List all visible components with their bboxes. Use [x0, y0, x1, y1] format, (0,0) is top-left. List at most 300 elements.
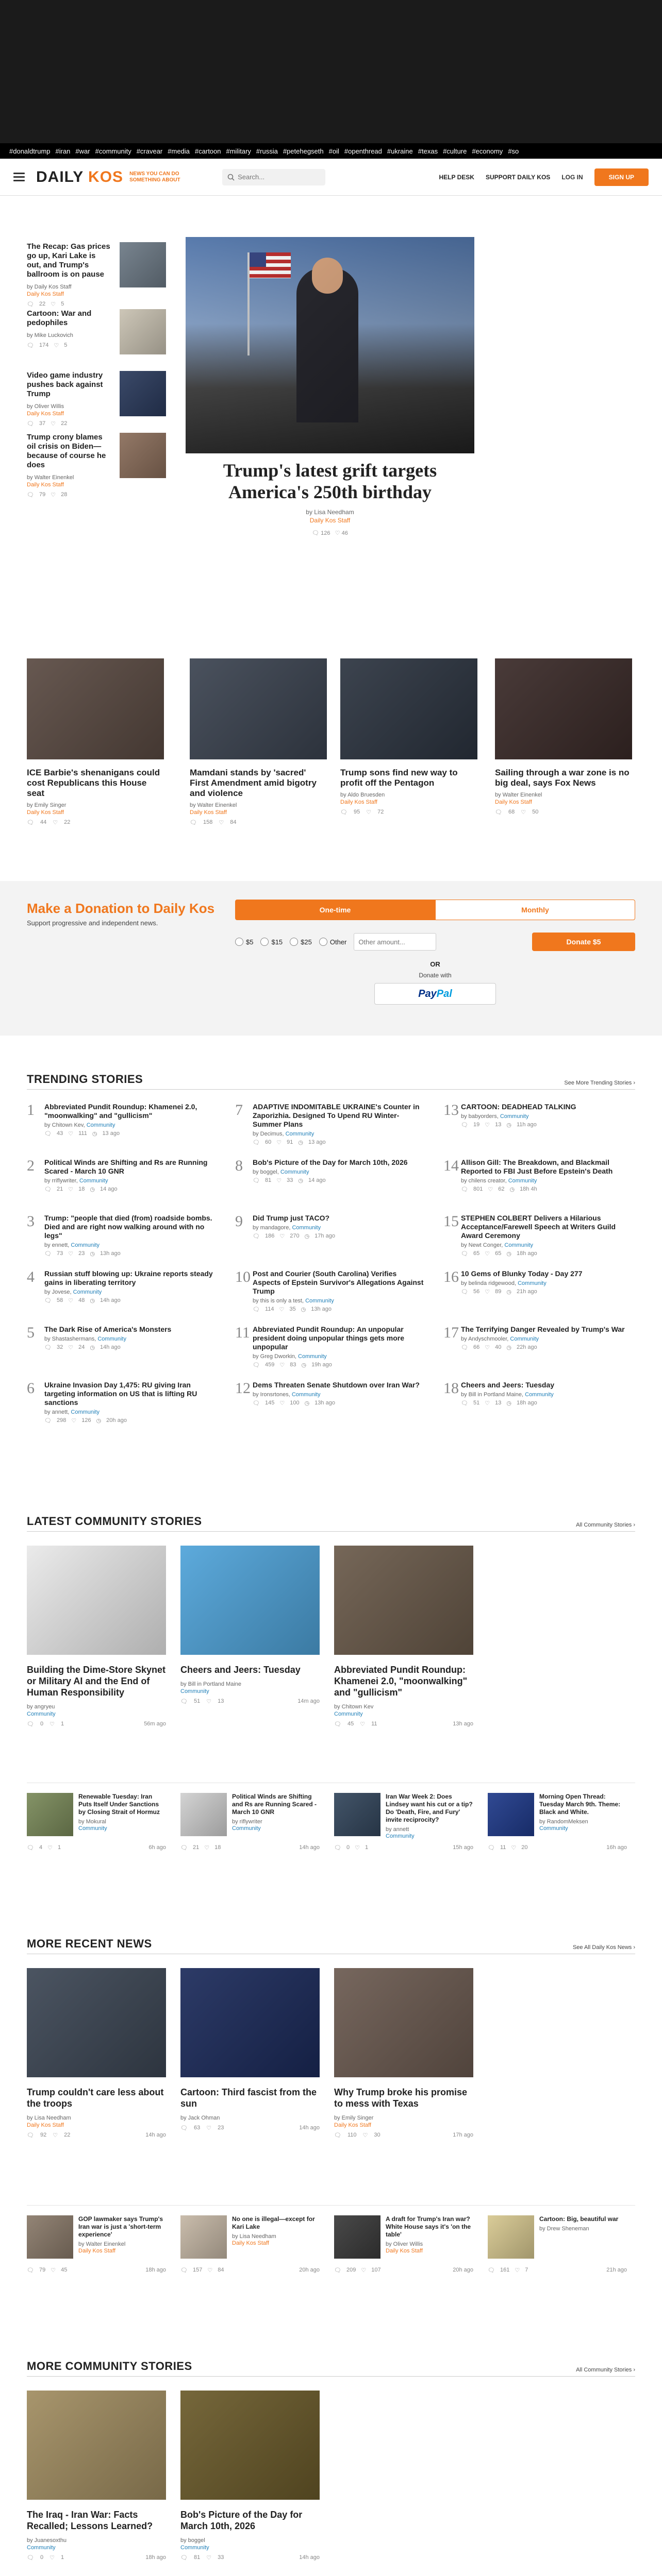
comment-icon: 🗨: [44, 1131, 52, 1137]
comment-icon: 🗨: [334, 1845, 341, 1851]
story-title[interactable]: GOP lawmaker says Trump's Iran war is just a 'short-term experience': [78, 2215, 163, 2238]
story-thumbnail[interactable]: [488, 2215, 534, 2259]
trending-rank: 14: [443, 1157, 459, 1174]
story-meta: 🗨 110 ♡ 30 17h ago: [334, 2132, 473, 2139]
feature-story[interactable]: [190, 658, 327, 826]
rec-icon: ♡: [206, 2125, 212, 2131]
story-card[interactable]: [27, 1546, 166, 1727]
story-card[interactable]: [180, 1546, 320, 1705]
clock-icon: ◷: [90, 1298, 95, 1304]
story-image[interactable]: [340, 658, 477, 759]
clock-icon: ◷: [304, 1233, 310, 1240]
story-byline: by annett, Community: [44, 1409, 100, 1415]
story-meta: 🗨 186 ♡ 270 ◷ 17h ago: [253, 1233, 335, 1240]
story-meta: 🗨 79 ♡ 45 18h ago: [27, 2267, 166, 2274]
comment-icon: 🗨: [461, 1251, 468, 1257]
story-title[interactable]: Trump: "people that died (from) roadside bombs. Died and are right now walking around with no legs": [44, 1214, 212, 1240]
story-meta: 🗨 209 ♡ 107 20h ago: [334, 2267, 473, 2274]
tag-link[interactable]: #oil: [328, 147, 339, 155]
story-image[interactable]: [27, 1968, 166, 2077]
story-title[interactable]: The Recap: Gas prices go up, Kari Lake is out, and Trump's ballroom is on pause: [27, 242, 110, 279]
story-image[interactable]: [180, 2391, 320, 2500]
clock-icon: ◷: [301, 1362, 307, 1368]
story-title[interactable]: ADAPTIVE INDOMITABLE UKRAINE's Counter in Zaporizhia. Designed To Upend RU Winter-Summer Plans: [253, 1103, 420, 1128]
paypal-button[interactable]: Pay Pal: [374, 983, 496, 1005]
story-meta: 🗨 21 ♡ 18 14h ago: [180, 1844, 320, 1851]
story-meta: 🗨 19 ♡ 13 ◷ 11h ago: [461, 1122, 537, 1128]
clock-icon: ◷: [92, 1131, 97, 1137]
feature-story[interactable]: [340, 658, 477, 816]
comment-icon: 🗨: [253, 1362, 260, 1368]
story-byline: by Decimus, Community: [253, 1131, 315, 1137]
story-title[interactable]: No one is illegal—except for Kari Lake: [232, 2215, 315, 2230]
story-title[interactable]: Post and Courier (South Carolina) Verifies Aspects of Epstein Survivor's Allegations Against Trump: [253, 1269, 424, 1295]
rec-icon: ♡: [68, 1187, 74, 1193]
feature-story[interactable]: [495, 658, 632, 816]
story-byline: by Andyschmooler, Community: [461, 1336, 539, 1342]
story-title[interactable]: Bob's Picture of the Day for March 10th, 2026: [253, 1158, 408, 1166]
story-meta: 🗨 65 ♡ 65 ◷ 18h ago: [461, 1250, 537, 1257]
story-meta: 🗨 81 ♡ 33 14h ago: [180, 2554, 320, 2561]
other-amount-input[interactable]: [354, 933, 436, 951]
story-image[interactable]: [27, 658, 164, 759]
story-byline: by Walter Einenkel Daily Kos Staff: [78, 2241, 126, 2254]
story-image[interactable]: [180, 1968, 320, 2077]
clock-icon: ◷: [96, 1418, 102, 1424]
story-byline: by Mike Luckovich: [27, 332, 73, 338]
tag-link[interactable]: #media: [168, 147, 190, 155]
trending-rank: 9: [235, 1213, 243, 1230]
trending-item[interactable]: [443, 1381, 634, 1406]
trending-rank: 8: [235, 1157, 243, 1174]
story-title[interactable]: Cheers and Jeers: Tuesday: [180, 1665, 301, 1675]
trending-item[interactable]: [235, 1269, 426, 1313]
trending-item[interactable]: [27, 1269, 218, 1304]
story-meta: 🗨 32 ♡ 24 ◷ 14h ago: [44, 1344, 121, 1351]
story-meta: 🗨 51 ♡ 13 14m ago: [180, 1698, 320, 1705]
story-title[interactable]: Ukraine Invasion Day 1,475: RU giving Iran targeting information on US that is lifting RU sanctions: [44, 1381, 197, 1406]
comment-icon: 🗨: [340, 809, 347, 816]
story-image[interactable]: [495, 658, 632, 759]
hero-image[interactable]: [186, 237, 474, 453]
hero-title[interactable]: Trump's latest grift targets America's 250th birthday: [223, 460, 437, 502]
login-link[interactable]: LOG IN: [561, 173, 583, 181]
story-meta: 🗨 145 ♡ 100 ◷ 13h ago: [253, 1400, 335, 1406]
rec-icon: ♡: [485, 1251, 490, 1257]
rec-icon: ♡: [207, 2267, 213, 2274]
rec-icon: ♡: [49, 2555, 55, 2561]
rec-icon: ♡: [360, 1721, 366, 1727]
hero-meta: 🗨 126 ♡ 46: [312, 530, 348, 536]
trending-item[interactable]: [27, 1103, 218, 1137]
story-card[interactable]: [27, 2391, 166, 2561]
story-meta: 🗨 0 ♡ 1 15h ago: [334, 1844, 473, 1851]
trending-item[interactable]: [443, 1325, 634, 1351]
comment-icon: 🗨: [312, 530, 320, 536]
story-image[interactable]: [190, 658, 327, 759]
trending-rank: 13: [443, 1101, 459, 1118]
clock-icon: ◷: [506, 1122, 511, 1128]
story-title[interactable]: Building the Dime-Store Skynet or Military AI and the End of Human Responsibility: [27, 1665, 166, 1698]
rec-icon: ♡: [485, 1289, 490, 1295]
sidebar-story[interactable]: [27, 433, 166, 498]
trending-item[interactable]: [27, 1381, 218, 1424]
sidebar-story[interactable]: [27, 309, 166, 349]
story-title[interactable]: Russian stuff blowing up: Ukraine reports steady gains in liberating territory: [44, 1269, 213, 1286]
rec-icon: ♡: [68, 1251, 74, 1257]
trending-item[interactable]: [235, 1103, 426, 1146]
story-meta: 🗨 68 ♡ 50: [495, 809, 539, 816]
story-title[interactable]: The Iraq - Iran War: Facts Recalled; Lessons Learned?: [27, 2510, 153, 2531]
story-title[interactable]: Dems Threaten Senate Shutdown over Iran War?: [253, 1381, 420, 1389]
story-title[interactable]: Trump sons find new way to profit off the Pentagon: [340, 768, 458, 788]
header-nav: [439, 168, 662, 186]
story-title[interactable]: Allison Gill: The Breakdown, and Blackmail Reported to FBI Just Before Epstein's Death: [461, 1158, 613, 1175]
trending-rank: 7: [235, 1101, 243, 1118]
donate-button[interactable]: Donate $5: [532, 933, 635, 951]
trending-item[interactable]: [27, 1325, 218, 1351]
trending-rank: 16: [443, 1268, 459, 1285]
story-meta: 🗨 56 ♡ 89 ◷ 21h ago: [461, 1289, 537, 1295]
story-meta: 🗨 58 ♡ 48 ◷ 14h ago: [44, 1297, 121, 1304]
story-title[interactable]: Did Trump just TACO?: [253, 1214, 330, 1222]
trending-item[interactable]: [27, 1214, 218, 1257]
tag-link[interactable]: #economy: [472, 147, 503, 155]
story-byline: by rriflywriter, Community: [44, 1178, 108, 1184]
story-thumbnail[interactable]: [27, 1793, 73, 1836]
clock-icon: ◷: [506, 1251, 511, 1257]
latest-community-heading: LATEST COMMUNITY STORIES: [27, 1515, 202, 1528]
story-byline: by Walter Einenkel Daily Kos Staff: [190, 802, 237, 816]
clock-icon: ◷: [298, 1178, 303, 1184]
trending-item[interactable]: [443, 1269, 634, 1295]
trending-header: [27, 1073, 635, 1086]
signup-button[interactable]: SIGN UP: [594, 168, 649, 186]
comment-icon: 🗨: [334, 2267, 341, 2274]
rec-icon: ♡: [362, 2132, 368, 2139]
tag-link[interactable]: #donaldtrump: [9, 147, 51, 155]
rec-icon: ♡: [53, 2132, 58, 2139]
story-byline: by Aldo Bruesden Daily Kos Staff: [340, 792, 385, 805]
rec-icon: ♡: [279, 1400, 285, 1406]
story-thumbnail[interactable]: [120, 242, 166, 287]
trending-rank: 11: [235, 1324, 250, 1341]
story-card[interactable]: [180, 1968, 320, 2131]
story-byline: by Chitown Kev Community: [334, 1704, 374, 1717]
rec-icon: ♡: [51, 301, 56, 308]
rec-icon: ♡: [485, 1400, 490, 1406]
story-title[interactable]: Why Trump broke his promise to mess with Texas: [334, 2087, 468, 2109]
rec-icon: ♡: [68, 1298, 74, 1304]
story-byline: by boggel, Community: [253, 1169, 309, 1175]
clock-icon: ◷: [90, 1345, 95, 1351]
search-box[interactable]: [222, 169, 325, 185]
donate-with-label: Donate with: [419, 972, 452, 979]
sidebar-story[interactable]: [27, 371, 166, 427]
trending-item[interactable]: [235, 1325, 426, 1368]
help-desk-link[interactable]: HELP DESK: [439, 173, 474, 181]
story-byline: by Lisa Needham Daily Kos Staff: [27, 2115, 71, 2128]
amount-5-radio[interactable]: $5: [235, 938, 253, 946]
story-title[interactable]: STEPHEN COLBERT Delivers a Hilarious Acceptance/Farewell Speech at Writers Guild Award Ceremony: [461, 1214, 616, 1240]
story-title[interactable]: Iran War Week 2: Does Lindsey want his cut or a tip? Do 'Death, Fire, and Fury' invite reciprocity?: [386, 1793, 473, 1823]
rec-icon: ♡: [485, 1345, 490, 1351]
donate-title: Make a Donation to Daily Kos: [27, 901, 215, 916]
story-meta: 🗨 79 ♡ 28: [27, 492, 68, 498]
story-thumbnail[interactable]: [27, 2215, 73, 2259]
rec-icon: ♡: [515, 2267, 520, 2274]
rec-icon: ♡: [361, 2267, 367, 2274]
story-image[interactable]: [180, 1546, 320, 1655]
trending-item[interactable]: [235, 1214, 426, 1240]
story-title[interactable]: Sailing through a war zone is no big deal, says Fox News: [495, 768, 630, 788]
story-title[interactable]: Cartoon: Third fascist from the sun: [180, 2087, 317, 2109]
story-byline: by Bill in Portland Maine, Community: [461, 1392, 554, 1398]
comment-icon: 🗨: [27, 1721, 34, 1727]
story-title[interactable]: Cheers and Jeers: Tuesday: [461, 1381, 555, 1389]
story-title[interactable]: Video game industry pushes back against Trump: [27, 371, 103, 398]
story-thumbnail[interactable]: [120, 433, 166, 478]
menu-icon[interactable]: [13, 173, 25, 181]
story-byline: by Shastashermans, Community: [44, 1336, 126, 1342]
clock-icon: ◷: [506, 1345, 511, 1351]
story-meta: 🗨 174 ♡ 5: [27, 342, 68, 349]
tag-link[interactable]: #texas: [418, 147, 438, 155]
story-card-small[interactable]: [488, 1793, 627, 1855]
tag-link[interactable]: #cartoon: [194, 147, 221, 155]
rec-icon: ♡: [279, 1307, 285, 1313]
tab-monthly[interactable]: Monthly: [435, 900, 635, 920]
tag-link[interactable]: #russia: [256, 147, 278, 155]
rec-icon: ♡: [47, 1845, 53, 1851]
tag-link[interactable]: #war: [75, 147, 90, 155]
comment-icon: 🗨: [27, 2267, 34, 2274]
trending-rank: 10: [235, 1268, 251, 1285]
trending-item[interactable]: [443, 1158, 634, 1193]
ad-banner-area: [0, 0, 662, 143]
story-card-small[interactable]: [488, 2215, 627, 2277]
story-meta: 🗨 73 ♡ 23 ◷ 13h ago: [44, 1250, 121, 1257]
story-image[interactable]: [334, 1546, 473, 1655]
support-link[interactable]: SUPPORT DAILY KOS: [485, 173, 551, 181]
story-card-small[interactable]: [180, 2215, 320, 2277]
comment-icon: 🗨: [27, 421, 34, 427]
story-title[interactable]: ICE Barbie's shenanigans could cost Republicans this House seat: [27, 768, 160, 798]
story-thumbnail[interactable]: [488, 1793, 534, 1836]
comment-icon: 🗨: [461, 1400, 468, 1406]
story-title[interactable]: Bob's Picture of the Day for March 10th, 2026: [180, 2510, 303, 2531]
trending-rank: 18: [443, 1380, 459, 1397]
story-byline: by Daily Kos Staff Daily Kos Staff: [27, 284, 72, 297]
donate-section: [0, 881, 662, 1036]
comment-icon: 🗨: [44, 1345, 52, 1351]
amount-other-radio[interactable]: Other: [319, 938, 347, 946]
feature-story[interactable]: [27, 658, 164, 826]
clock-icon: ◷: [298, 1140, 303, 1146]
story-title[interactable]: The Dark Rise of America's Monsters: [44, 1325, 172, 1333]
comment-icon: 🗨: [253, 1140, 260, 1146]
rec-icon: ♡: [279, 1233, 285, 1240]
story-thumbnail[interactable]: [120, 371, 166, 416]
comment-icon: 🗨: [461, 1289, 468, 1295]
story-thumbnail[interactable]: [334, 2215, 380, 2259]
comment-icon: 🗨: [27, 343, 34, 349]
story-card-small[interactable]: [27, 1793, 166, 1855]
story-title[interactable]: Cartoon: Big, beautiful war: [539, 2215, 619, 2223]
story-byline: by Juanesoxthu Community: [27, 2537, 67, 2551]
story-title[interactable]: CARTOON: DEADHEAD TALKING: [461, 1103, 576, 1111]
rec-icon: ♡: [71, 1418, 77, 1424]
amount-15-radio[interactable]: $15: [260, 938, 283, 946]
story-title[interactable]: 10 Gems of Blunky Today - Day 277: [461, 1269, 583, 1278]
story-byline: by Walter Einenkel Daily Kos Staff: [27, 474, 74, 488]
story-title[interactable]: Cartoon: War and pedophiles: [27, 309, 92, 327]
story-title[interactable]: The Terrifying Danger Revealed by Trump's War: [461, 1325, 625, 1333]
tag-link[interactable]: #cravear: [136, 147, 163, 155]
story-card[interactable]: [180, 2391, 320, 2561]
more-community-header: [27, 2360, 635, 2373]
story-thumbnail[interactable]: [180, 1793, 227, 1836]
story-meta: 🗨 11 ♡ 20 16h ago: [488, 1844, 627, 1851]
rec-icon: ♡: [335, 530, 340, 536]
rec-icon: ♡: [51, 421, 56, 427]
rec-icon: ♡: [219, 820, 224, 826]
trending-more-link[interactable]: See More Trending Stories ›: [564, 1080, 635, 1086]
story-title[interactable]: Political Winds are Shifting and Rs are Running Scared - March 10 GNR: [232, 1793, 317, 1816]
tag-link[interactable]: #iran: [55, 147, 71, 155]
trending-item[interactable]: [443, 1103, 634, 1128]
trending-item[interactable]: [235, 1158, 426, 1184]
rec-icon: ♡: [51, 492, 56, 498]
comment-icon: 🗨: [180, 2555, 188, 2561]
story-byline: by Emily Singer Daily Kos Staff: [334, 2115, 374, 2128]
trending-rank: 12: [235, 1380, 251, 1397]
story-meta: 🗨 37 ♡ 22: [27, 420, 68, 427]
comment-icon: 🗨: [488, 2267, 495, 2274]
story-byline: by Jovese, Community: [44, 1289, 102, 1295]
comment-icon: 🗨: [495, 809, 502, 816]
trending-item[interactable]: [235, 1381, 426, 1406]
tag-link[interactable]: #community: [95, 147, 131, 155]
site-logo[interactable]: DAILY KOS: [36, 168, 124, 185]
more-recent-heading: MORE RECENT NEWS: [27, 1937, 152, 1950]
comment-icon: 🗨: [253, 1400, 260, 1406]
story-meta: 🗨 45 ♡ 11 13h ago: [334, 1721, 473, 1727]
amount-25-radio[interactable]: $25: [290, 938, 312, 946]
story-byline: by Oliver Willis Daily Kos Staff: [386, 2241, 423, 2254]
comment-icon: 🗨: [180, 2267, 188, 2274]
rec-icon: ♡: [355, 1845, 360, 1851]
story-meta: 🗨 81 ♡ 33 ◷ 14 ago: [253, 1177, 326, 1184]
tag-link[interactable]: #ukraine: [387, 147, 413, 155]
story-meta: 🗨 0 ♡ 1 56m ago: [27, 1721, 166, 1727]
donate-frequency-tabs: [235, 900, 635, 920]
tag-link[interactable]: #military: [226, 147, 251, 155]
more-community-more-link[interactable]: All Community Stories ›: [576, 2367, 635, 2373]
story-title[interactable]: Abbreviated Pundit Roundup: Khamenei 2.0, "moonwalking" and "gullicism": [44, 1103, 197, 1120]
tag-link[interactable]: #so: [508, 147, 519, 155]
comment-icon: 🗨: [180, 2125, 188, 2131]
clock-icon: ◷: [506, 1400, 511, 1406]
comment-icon: 🗨: [180, 1699, 188, 1705]
story-thumbnail[interactable]: [334, 1793, 380, 1836]
clock-icon: ◷: [304, 1400, 310, 1406]
story-meta: 🗨 60 ♡ 91 ◷ 13 ago: [253, 1139, 326, 1146]
story-title[interactable]: Trump crony blames oil crisis on Biden—because of course he does: [27, 433, 106, 469]
story-byline: by Greg Dworkin, Community: [253, 1353, 327, 1360]
story-title[interactable]: Abbreviated Pundit Roundup: An unpopular president doing unpopular things gets more unpopular: [253, 1325, 405, 1351]
tag-link[interactable]: #culture: [443, 147, 467, 155]
story-title[interactable]: Political Winds are Shifting and Rs are Running Scared - March 10 GNR: [44, 1158, 208, 1175]
story-title[interactable]: A draft for Trump's Iran war? White House says it's 'on the table': [386, 2215, 471, 2238]
story-byline: by Oliver Willis Daily Kos Staff: [27, 403, 64, 417]
story-byline: by boggel Community: [180, 2537, 209, 2551]
latest-community-header: [27, 1515, 635, 1528]
story-image[interactable]: [334, 1968, 473, 2077]
story-card-small[interactable]: [334, 1793, 473, 1855]
story-byline: by Emily Singer Daily Kos Staff: [27, 802, 67, 816]
story-thumbnail[interactable]: [120, 309, 166, 354]
comment-icon: 🗨: [180, 1845, 188, 1851]
story-byline: by belinda ridgewood, Community: [461, 1280, 547, 1286]
rec-icon: ♡: [49, 1721, 55, 1727]
rec-icon: ♡: [68, 1131, 74, 1137]
trending-rank: 4: [27, 1268, 35, 1285]
tag-link[interactable]: #petehegseth: [283, 147, 324, 155]
comment-icon: 🗨: [44, 1251, 52, 1257]
search-input[interactable]: [238, 173, 315, 181]
trending-item[interactable]: [443, 1214, 634, 1257]
story-thumbnail[interactable]: [180, 2215, 227, 2259]
story-title[interactable]: Abbreviated Pundit Roundup: Khamenei 2.0, "moonwalking" and "gullicism": [334, 1665, 468, 1698]
comment-icon: 🗨: [190, 820, 197, 826]
tag-link[interactable]: #openthread: [344, 147, 382, 155]
comment-icon: 🗨: [44, 1298, 52, 1304]
story-byline: by annett Community: [386, 1826, 415, 1839]
story-byline: by Drew Sheneman: [539, 2226, 589, 2232]
trending-rank: 15: [443, 1213, 459, 1230]
rec-icon: ♡: [206, 2555, 212, 2561]
story-image[interactable]: [27, 2391, 166, 2500]
story-image[interactable]: [27, 1546, 166, 1655]
rec-icon: ♡: [68, 1345, 74, 1351]
donate-amounts: [235, 933, 635, 951]
story-title[interactable]: Renewable Tuesday: Iran Puts Itself Under Sanctions by Closing Strait of Hormuz: [78, 1793, 160, 1816]
story-card[interactable]: [334, 1546, 473, 1727]
story-title[interactable]: Trump couldn't care less about the troops: [27, 2087, 164, 2109]
story-card[interactable]: [334, 1968, 473, 2139]
trending-item[interactable]: [27, 1158, 218, 1193]
rec-icon: ♡: [204, 1845, 210, 1851]
story-card-small[interactable]: [180, 1793, 320, 1855]
story-title[interactable]: Morning Open Thread: Tuesday March 9th. Theme: Black and White.: [539, 1793, 621, 1816]
story-card[interactable]: [27, 1968, 166, 2139]
story-card-small[interactable]: [334, 2215, 473, 2277]
more-recent-more-link[interactable]: See All Daily Kos News ›: [572, 1944, 635, 1951]
story-card-small[interactable]: [27, 2215, 166, 2277]
story-title[interactable]: Mamdani stands by 'sacred' First Amendment amid bigotry and violence: [190, 768, 317, 798]
story-byline: by RandomMeksen Community: [539, 1819, 588, 1832]
story-meta: 🗨 0 ♡ 1 18h ago: [27, 2554, 166, 2561]
story-byline: by Ironsrtones, Community: [253, 1392, 321, 1398]
story-meta: 🗨 66 ♡ 40 ◷ 22h ago: [461, 1344, 537, 1351]
story-byline: by Bill in Portland Maine Community: [180, 1681, 242, 1694]
rec-icon: ♡: [276, 1140, 282, 1146]
latest-community-more-link[interactable]: All Community Stories ›: [576, 1522, 635, 1528]
comment-icon: 🗨: [488, 1845, 495, 1851]
tab-one-time[interactable]: One-time: [235, 900, 435, 920]
sidebar-story[interactable]: [27, 242, 166, 308]
